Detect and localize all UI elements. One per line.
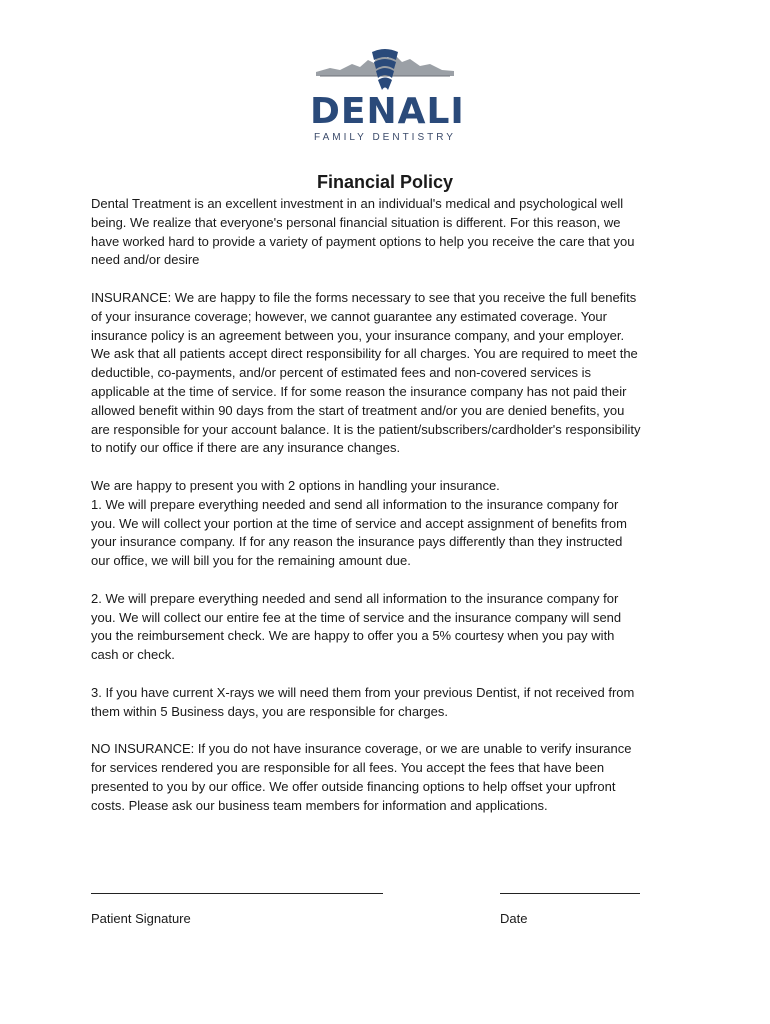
patient-signature-label: Patient Signature <box>91 911 191 926</box>
insurance-paragraph: INSURANCE: We are happy to file the forms necessary to see that you receive the full benefits of your insurance coverage; however, we cannot guarantee any estimated coverage. Your insurance policy is an agreement between you, your insurance company, and your employer. We ask that all patients accept direct responsibility for all charges. You are required to meet the deductible, co-payments, and/or percent of estimated fees and non-covered services is applicable at the time of service. If for some reason the insurance company has not paid their allowed benefit within 90 days from the start of treatment and/or you are denied benefits, you are responsible for your account balance. It is the patient/subscribers/cardholder's responsibility to notify our office if there are any insurance changes. <box>91 289 641 456</box>
no-insurance-paragraph: NO INSURANCE: If you do not have insurance coverage, or we are unable to verify insurance for services rendered you are responsible for all fees. You accept the fees that have been presented to you by our office. We offer outside financing options to help offset your upfront costs. Please ask our business team members for information and applications. <box>91 741 632 813</box>
patient-signature-line[interactable] <box>91 893 383 894</box>
date-line[interactable] <box>500 893 640 894</box>
brand-name: DENALI <box>310 91 465 132</box>
date-label: Date <box>500 911 528 926</box>
intro-paragraph: Dental Treatment is an excellent investment in an individual's medical and psychological well being. We realize that everyone's personal financial situation is different. For this reason, we have worked hard to provide a variety of payment options to help you receive the care that you need and/or desire <box>91 196 635 268</box>
option-2-paragraph: 2. We will prepare everything needed and send all information to the insurance company for you. We will collect our entire fee at the time of service and the insurance company will send you the reimbursement check. We are happy to offer you a 5% courtesy when you pay with cash or check. <box>91 590 622 663</box>
option-3-paragraph: 3. If you have current X-rays we will need them from your previous Dentist, if not received from them within 5 Business days, you are responsible for charges. <box>91 684 635 719</box>
policy-body <box>91 195 691 815</box>
brand-tagline: FAMILY DENTISTRY <box>314 132 456 143</box>
option-1-paragraph: We are happy to present you with 2 options in handling your insurance. 1. We will prepare everything needed and send all information to the insurance company for you. We will collect your portion at the time of service and accept assignment of benefits from your insurance company. If for any reason the insurance pays differently than they instructed our office, we will bill you for the remaining amount due. <box>91 477 627 569</box>
document-title: Financial Policy <box>316 172 454 192</box>
denali-logo <box>310 40 465 150</box>
